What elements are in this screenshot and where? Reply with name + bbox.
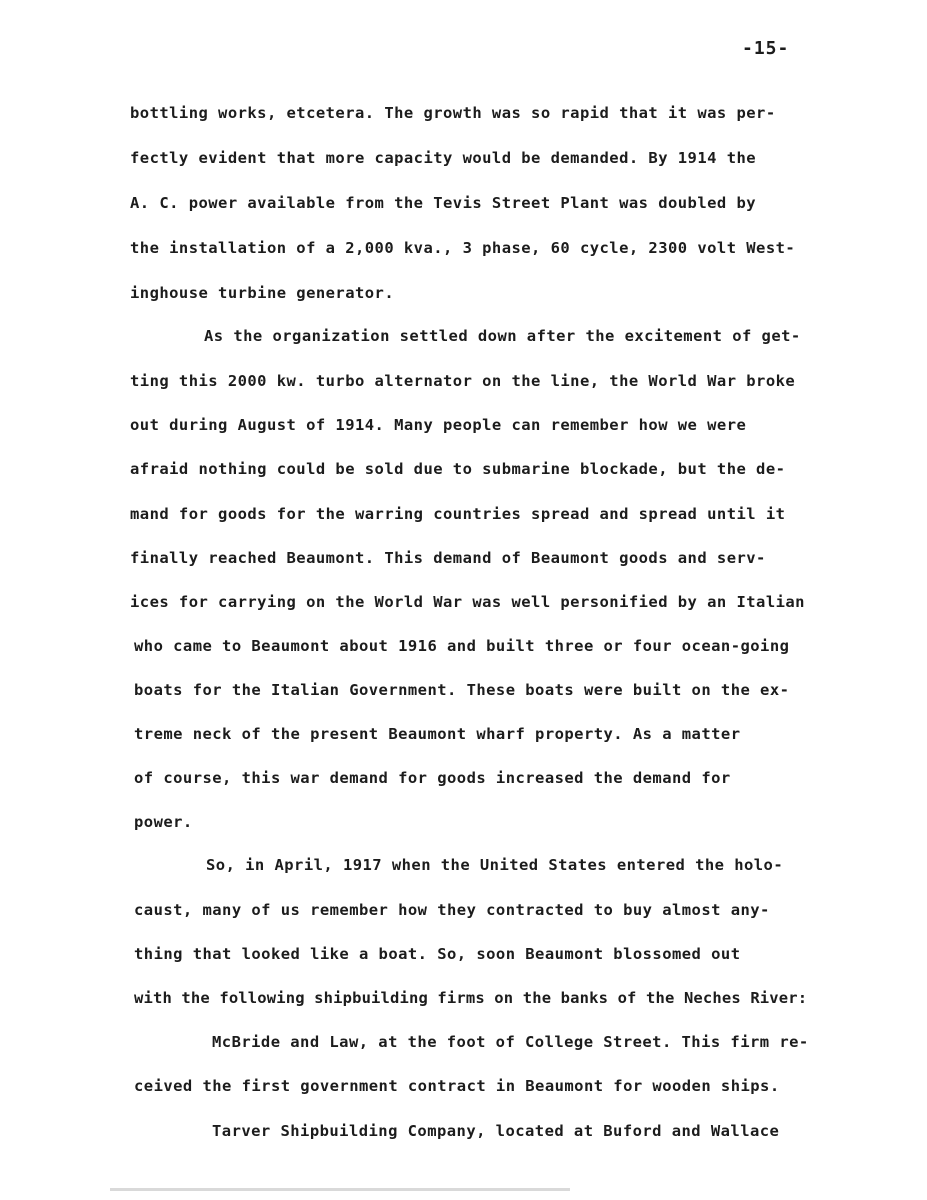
text-line: McBride and Law, at the foot of College Street. This firm re-	[212, 1033, 809, 1051]
text-line: mand for goods for the warring countries spread and spread until it	[130, 505, 786, 523]
text-line: bottling works, etcetera. The growth was so rapid that it was per-	[130, 104, 776, 122]
text-line: boats for the Italian Government. These boats were built on the ex-	[134, 681, 790, 699]
text-line: with the following shipbuilding firms on the banks of the Neches River:	[134, 989, 808, 1007]
page-number: -15-	[742, 38, 790, 59]
text-line: ices for carrying on the World War was well personified by an Italian	[130, 593, 805, 611]
text-line: inghouse turbine generator.	[130, 284, 395, 302]
text-line: fectly evident that more capacity would be demanded. By 1914 the	[130, 149, 757, 167]
text-line: Tarver Shipbuilding Company, located at Buford and Wallace	[212, 1122, 780, 1140]
text-line: ceived the first government contract in Beaumont for wooden ships.	[134, 1077, 780, 1095]
text-line: treme neck of the present Beaumont wharf property. As a matter	[134, 725, 741, 743]
text-line: As the organization settled down after the excitement of get-	[204, 327, 801, 345]
text-line: the installation of a 2,000 kva., 3 phase, 60 cycle, 2300 volt West-	[130, 239, 796, 257]
text-line: out during August of 1914. Many people can remember how we were	[130, 416, 747, 434]
text-line: thing that looked like a boat. So, soon Beaumont blossomed out	[134, 945, 741, 963]
text-line: A. C. power available from the Tevis Street Plant was doubled by	[130, 194, 757, 212]
text-line: of course, this war demand for goods increased the demand for	[134, 769, 731, 787]
text-line: finally reached Beaumont. This demand of Beaumont goods and serv-	[130, 549, 766, 567]
text-line: afraid nothing could be sold due to submarine blockade, but the de-	[130, 460, 786, 478]
scan-edge-divider	[110, 1188, 570, 1191]
text-line: So, in April, 1917 when the United States entered the holo-	[206, 856, 784, 874]
text-line: power.	[134, 813, 193, 831]
text-line: ting this 2000 kw. turbo alternator on the line, the World War broke	[130, 372, 796, 390]
text-line: who came to Beaumont about 1916 and built three or four ocean-going	[134, 637, 790, 655]
text-line: caust, many of us remember how they contracted to buy almost any-	[134, 901, 770, 919]
